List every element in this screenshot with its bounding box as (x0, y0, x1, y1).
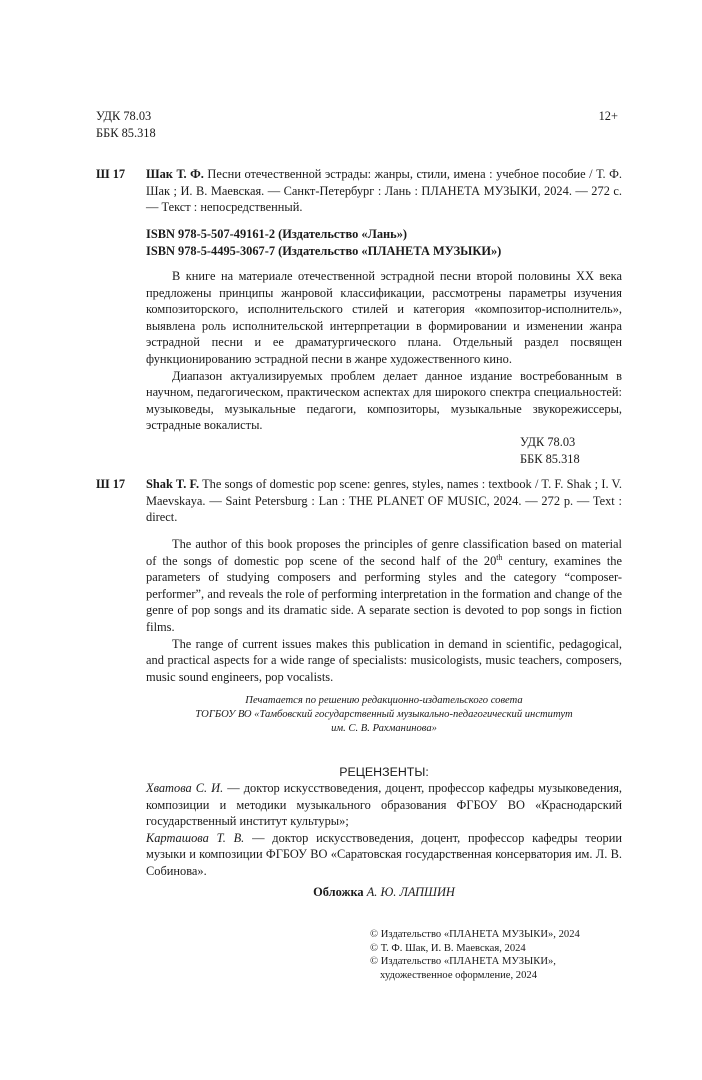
en-abstract-paragraph-1 (146, 536, 622, 636)
copyright-3: © Издательство «ПЛАНЕТА МУЗЫКИ», (370, 956, 556, 968)
ru-isbn-lan: ISBN 978-5-507-49161-2 (Издательство «Лань») (146, 227, 408, 241)
en-abstract (146, 536, 622, 685)
ru-isbn-planet: ISBN 978-5-4495-3067-7 (Издательство «ПЛАНЕТА МУЗЫКИ») (146, 243, 502, 258)
ru-isbn-block (146, 226, 622, 259)
copyright-block (370, 928, 630, 982)
council-notice (146, 694, 622, 736)
reviewer-2-name: Карташова Т. В. (146, 830, 245, 845)
reviewer-1-name: Хватова С. И. (146, 781, 224, 795)
ru-author-mark: Ш 17 (96, 167, 126, 181)
council-line-1: Печатается по решению редакционно-издательского совета (245, 695, 523, 706)
en-author: Shak T. F. (146, 477, 200, 491)
reviewer-2-text: — доктор искусствоведения, доцент, профессор кафедры теории музыки и композиции ФГБОУ ВО «Саратовская государственная консерватория им. Л. В. Собинова». (146, 830, 622, 878)
age-rating: 12+ (598, 109, 618, 123)
reviewers-list (146, 780, 622, 880)
ru-description-block (146, 166, 622, 216)
council-line-3: им. С. В. Рахманинова» (331, 723, 437, 734)
ru-description: Песни отечественной эстрады: жанры, стили, имена : учебное пособие / Т. Ф. Шак ; И. В. Маевская. — Санкт-Петербург : Лань : ПЛАНЕТА МУЗЫКИ, 2024. — 272 с. — Текст : непосредственный. (146, 167, 623, 215)
reviewer-1 (146, 780, 622, 830)
reviewer-1-text: — доктор искусствоведения, доцент, профессор кафедры музыковедения, композиции и методики музыкального образования ФГБОУ ВО «Краснодарский государственный институт культуры»; (146, 781, 623, 829)
ru-bibliographic-entry (96, 166, 622, 216)
en-description: The songs of domestic pop scene: genres, styles, names : textbook / T. F. Shak ; I. V. Maevskaya. — Saint Petersburg : Lan : THE PLANET OF MUSIC, 2024. — 272 p. — Text : direct. (146, 477, 623, 525)
ru-bbk: ББК 85.318 (520, 451, 580, 466)
ru-abstract (146, 268, 622, 434)
header-classification (96, 108, 156, 141)
ru-author: Шак Т. Ф. (146, 167, 204, 181)
ru-abstract-paragraph-1: В книге на материале отечественной эстрадной песни второй половины XX века предложены принципы жанровой классификации, рассмотрены параметры изучения композиторского, исполнительского стилей и категория «композитор-исполнитель», выявлена роль исполнительской интерпретации в формировании и изменении жанра эстрадной песни и ее драматургического плана. Отдельный раздел посвящен функционированию эстрадной песни в жанре художественного кино. (146, 269, 622, 366)
copyright-3-cont: художественное оформление, 2024 (380, 969, 537, 981)
cover-label: Обложка (313, 885, 364, 899)
reviewers-heading: РЕЦЕНЗЕНТЫ: (339, 765, 429, 779)
header-bbk: ББК 85.318 (96, 125, 156, 140)
header-udk: УДК 78.03 (96, 109, 152, 123)
en-abstract-1-start: The author of this book proposes the principles of genre classification based on material of the songs of domestic pop scene of the second half of the 20 (146, 537, 622, 568)
cover-credit (146, 884, 622, 901)
en-abstract-1-end: century, examines the parameters of studying composers and performing styles and the category “composer-performer”, and reveals the role of performing interpretation in the formation and change of the genre of pop songs and its dramatic side. A separate section is devoted to pop songs in fiction films. (146, 553, 622, 634)
ru-udk: УДК 78.03 (520, 435, 576, 449)
ru-classification (520, 434, 580, 467)
copyright-2: © Т. Ф. Шак, И. В. Маевская, 2024 (370, 942, 526, 954)
en-abstract-1-sup: th (496, 552, 503, 562)
council-line-2: ТОГБОУ ВО «Тамбовский государственный музыкально-педагогический институт (195, 709, 573, 720)
copyright-1: © Издательство «ПЛАНЕТА МУЗЫКИ», 2024 (370, 929, 580, 940)
en-author-mark: Ш 17 (96, 477, 126, 491)
en-description-block (146, 476, 622, 526)
en-bibliographic-entry (96, 476, 622, 526)
ru-abstract-paragraph-2: Диапазон актуализируемых проблем делает данное издание востребованным в научном, педагогическом, практическом аспектах для широкого спектра специальностей: музыковеды, музыкальные педагоги, композиторы, музыкальные звукорежиссеры, эстрадные вокалисты. (146, 368, 622, 433)
en-abstract-paragraph-2: The range of current issues makes this publication in demand in scientific, pedagogical, and practical aspects for a wide range of specialists: musicologists, music teachers, composers, music sound engineers, pop vocalists. (146, 636, 622, 684)
cover-designer: А. Ю. ЛАПШИН (363, 885, 455, 899)
reviewer-2 (146, 830, 622, 880)
